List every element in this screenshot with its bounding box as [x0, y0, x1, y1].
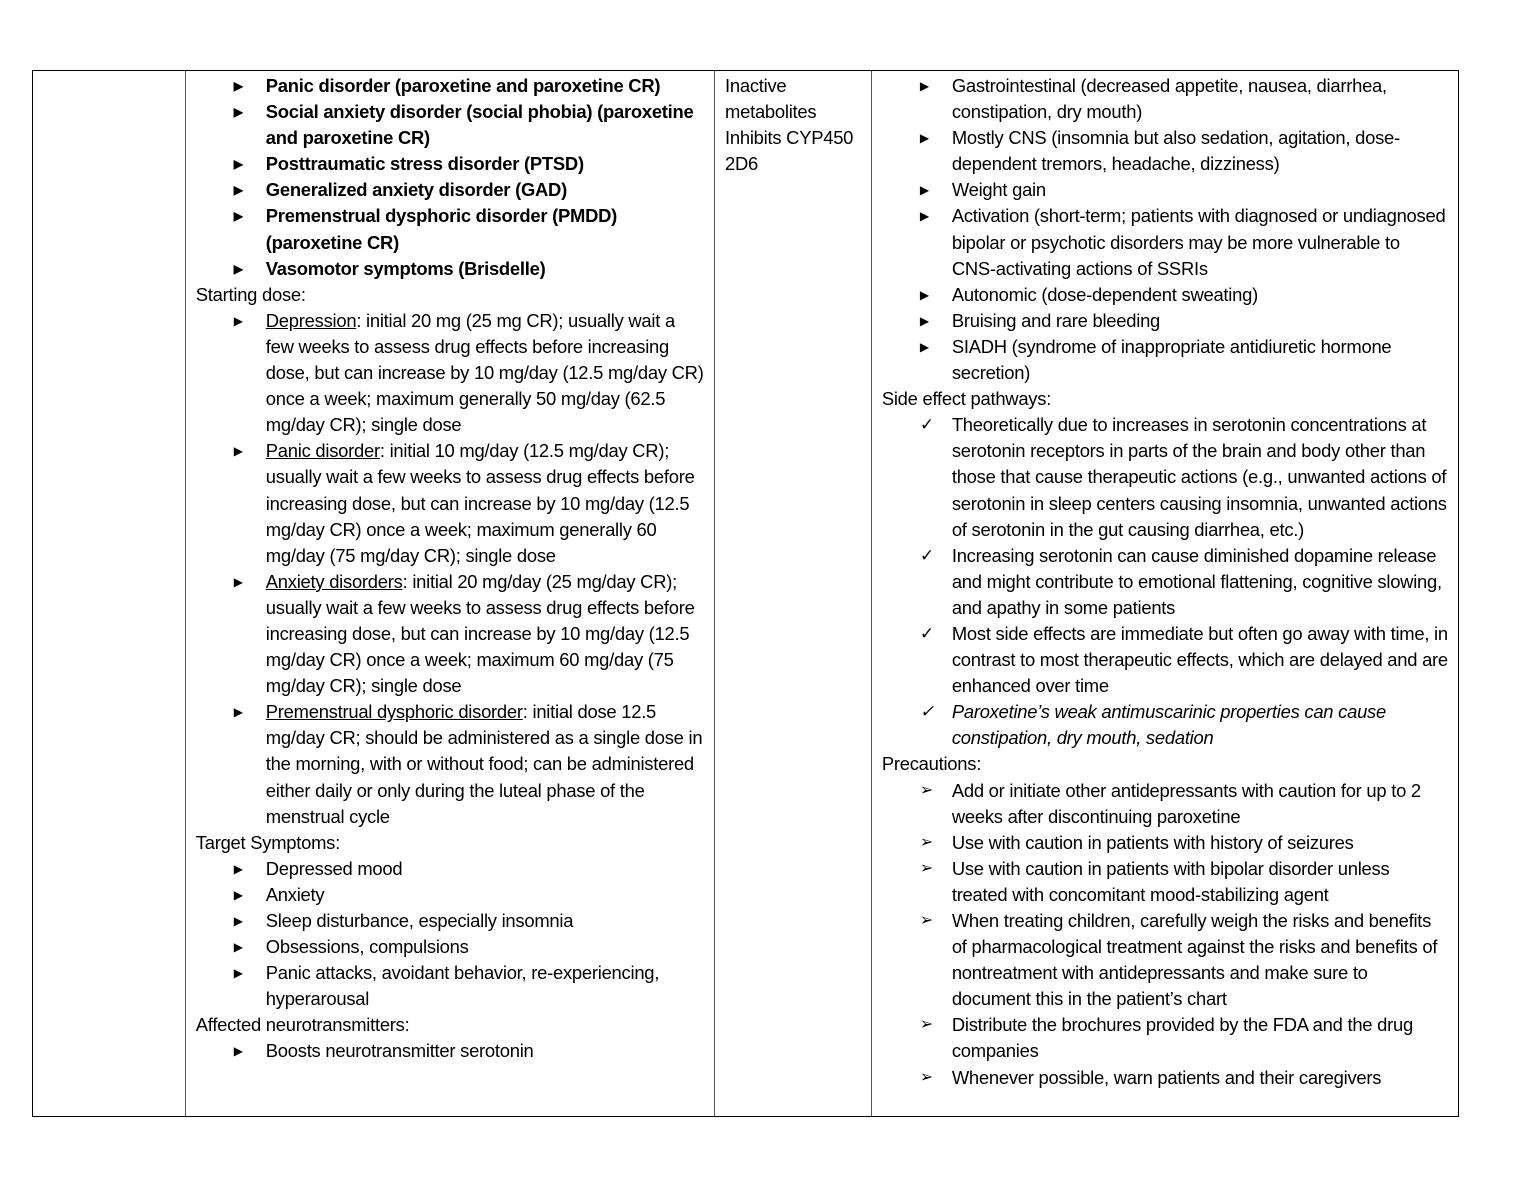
list-item: ➢ Distribute the brochures provided by the FDA and the drug companies	[919, 1014, 1413, 1062]
list-item: ▶ Social anxiety disorder (social phobia) (paroxetine and paroxetine CR)	[233, 101, 694, 149]
list-item: ➢ Use with caution in patients with history of seizures	[882, 830, 1448, 856]
triangle-bullet-icon: ▶	[919, 287, 929, 302]
target-symptoms-heading: Target Symptoms:	[195, 831, 340, 853]
triangle-bullet-icon: ▶	[233, 914, 243, 928]
triangle-bullet-icon: ▶	[233, 183, 243, 198]
list-item: ▶ Autonomic (dose-dependent sweating)	[882, 282, 1448, 308]
triangle-bullet-icon: ▶	[233, 887, 243, 902]
metabolism-line: 2D6	[725, 153, 759, 175]
side-effects-list	[882, 73, 1448, 386]
list-item: ▶ Bruising and rare bleeding	[882, 308, 1448, 334]
list-item: ➢ When treating children, carefully weigh the risks and benefits of pharmacological treatment against the risks and benefits of nontreatment with antidepressants and make sure to document this in the patient’s chart	[919, 910, 1438, 1010]
list-item: ➢ Use with caution in patients with bipolar disorder unless treated with concomitant mood-stabilizing agent	[919, 857, 1390, 905]
list-item: ✓ Increasing serotonin can cause diminished dopamine release and might contribute to emotional flattening, cognitive slowing, and apathy in some patients	[919, 544, 1442, 618]
list-item: ▶ Sleep disturbance, especially insomnia	[196, 908, 706, 934]
list-item: ➢ Whenever possible, warn patients and their caregivers	[882, 1065, 1448, 1091]
side-effects-cell	[872, 71, 1458, 1116]
arrowhead-bullet-icon: ➢	[919, 859, 933, 877]
list-item: ▶ Weight gain	[882, 177, 1448, 203]
arrowhead-bullet-icon: ➢	[919, 833, 933, 851]
metabolism-line: Inhibits CYP450	[725, 127, 854, 149]
list-item: ▶ Gastrointestinal (decreased appetite, nausea, diarrhea, constipation, dry mouth)	[919, 75, 1387, 123]
triangle-bullet-icon: ▶	[233, 105, 243, 120]
list-item: ▶ Vasomotor symptoms (Brisdelle)	[196, 256, 706, 282]
drug-name-cell	[33, 71, 186, 1116]
triangle-bullet-icon: ▶	[919, 131, 929, 146]
checkmark-bullet-icon: ✓	[919, 545, 934, 565]
list-item: ✓ Most side effects are immediate but often go away with time, in contrast to most therapeutic effects, which are delayed and are enhanced over time	[919, 622, 1448, 697]
list-item: ✓ Theoretically due to increases in serotonin concentrations at serotonin receptors in parts of the brain and body other than those that cause therapeutic actions (e.g., unwanted actions of serotonin in sleep centers causing insomnia, unwanted actions of serotonin in the gut causing diarrhea, etc.)	[919, 414, 1447, 540]
list-item: ▶ Generalized anxiety disorder (GAD)	[196, 177, 706, 203]
checkmark-bullet-icon: ✓	[919, 702, 934, 722]
triangle-bullet-icon: ▶	[233, 209, 243, 224]
list-item: ▶ Panic disorder (paroxetine and paroxetine CR)	[196, 73, 706, 99]
list-item: ▶ Anxiety disorders: initial 20 mg/day (25 mg/day CR); usually wait a few weeks to assess drug effects before increasing dose, but can increase by 10 mg/day (12.5 mg/day CR) once a week; maximum 60 mg/day (75 mg/day CR); single dose	[233, 570, 695, 697]
list-item: ✓ Paroxetine’s weak antimuscarinic properties can cause constipation, dry mouth, sedation	[919, 701, 1386, 749]
triangle-bullet-icon: ▶	[233, 966, 243, 981]
list-item: ▶ SIADH (syndrome of inappropriate antidiuretic hormone secretion)	[919, 335, 1392, 384]
triangle-bullet-icon: ▶	[233, 313, 243, 328]
pathways-list	[882, 412, 1448, 751]
list-item: ▶ Depressed mood	[196, 856, 706, 882]
triangle-bullet-icon: ▶	[919, 313, 929, 328]
triangle-bullet-icon: ▶	[233, 79, 243, 93]
starting-dose-list	[196, 308, 706, 830]
checkmark-bullet-icon: ✓	[919, 415, 934, 435]
triangle-bullet-icon: ▶	[233, 1044, 243, 1059]
list-item: ▶ Boosts neurotransmitter serotonin	[196, 1038, 706, 1064]
triangle-bullet-icon: ▶	[919, 339, 929, 354]
triangle-bullet-icon: ▶	[919, 79, 929, 93]
list-item: ▶ Obsessions, compulsions	[196, 934, 706, 960]
list-item: ▶ Mostly CNS (insomnia but also sedation, agitation, dose-dependent tremors, headache, dizziness)	[919, 127, 1400, 175]
list-item: ▶ Anxiety	[196, 882, 706, 908]
neurotransmitters-list	[196, 1038, 706, 1064]
indications-dosing-cell	[186, 71, 715, 1116]
side-effect-pathways-heading: Side effect pathways:	[881, 388, 1052, 410]
metabolism-line: Inactive	[725, 75, 787, 96]
triangle-bullet-icon: ▶	[233, 157, 243, 172]
neurotransmitters-heading: Affected neurotransmitters:	[195, 1014, 410, 1036]
triangle-bullet-icon: ▶	[233, 574, 243, 589]
starting-dose-heading: Starting dose:	[195, 283, 306, 305]
list-item: ▶ Activation (short-term; patients with diagnosed or undiagnosed bipolar or psychotic disorders may be more vulnerable to CNS-activating actions of SSRIs	[919, 205, 1446, 279]
arrowhead-bullet-icon: ➢	[919, 1068, 933, 1086]
indications-list	[196, 73, 706, 282]
triangle-bullet-icon: ▶	[919, 209, 929, 224]
arrowhead-bullet-icon: ➢	[919, 912, 933, 929]
triangle-bullet-icon: ▶	[233, 261, 243, 276]
list-item: ▶ Posttraumatic stress disorder (PTSD)	[196, 151, 706, 177]
arrowhead-bullet-icon: ➢	[919, 1016, 933, 1034]
triangle-bullet-icon: ▶	[233, 940, 243, 955]
arrowhead-bullet-icon: ➢	[919, 781, 933, 799]
triangle-bullet-icon: ▶	[233, 861, 243, 876]
drug-info-table	[32, 70, 1459, 1117]
metabolism-line: metabolites	[725, 101, 817, 123]
triangle-bullet-icon: ▶	[919, 183, 929, 198]
list-item: ▶ Depression: initial 20 mg (25 mg CR); usually wait a few weeks to assess drug effects before increasing dose, but can increase by 10 mg/day (12.5 mg/day CR) once a week; maximum generally 50 mg/day (62.5 mg/day CR); single dose	[233, 309, 704, 436]
list-item: ▶ Premenstrual dysphoric disorder (PMDD) (paroxetine CR)	[233, 205, 618, 253]
metabolism-cell	[715, 71, 872, 1116]
precautions-heading: Precautions:	[881, 753, 982, 775]
triangle-bullet-icon: ▶	[233, 705, 243, 720]
list-item: ➢ Add or initiate other antidepressants with caution for up to 2 weeks after discontinuing paroxetine	[919, 779, 1421, 827]
triangle-bullet-icon: ▶	[233, 444, 243, 459]
list-item: ▶ Premenstrual dysphoric disorder: initial dose 12.5 mg/day CR; should be administered as a single dose in the morning, with or without food; can be administered either daily or only during the luteal phase of the menstrual cycle	[233, 701, 703, 827]
list-item: ▶ Panic attacks, avoidant behavior, re-experiencing, hyperarousal	[233, 962, 660, 1010]
target-symptoms-list	[196, 856, 706, 1013]
list-item: ▶ Panic disorder: initial 10 mg/day (12.5 mg/day CR); usually wait a few weeks to assess drug effects before increasing dose, but can increase by 10 mg/day (12.5 mg/day CR) once a week; maximum generally 60 mg/day (75 mg/day CR); single dose	[233, 440, 695, 566]
precautions-list	[882, 778, 1448, 1091]
checkmark-bullet-icon: ✓	[919, 623, 934, 643]
